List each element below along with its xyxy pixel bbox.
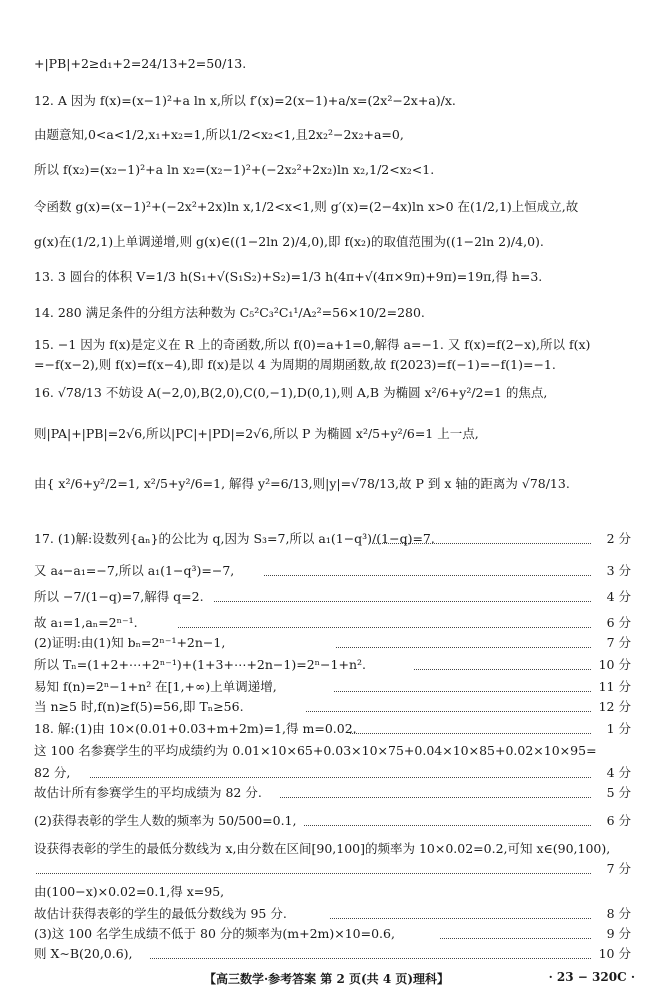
leader-dots (264, 575, 591, 576)
leader-dots (306, 711, 591, 712)
answer-line: 故 a₁=1,aₙ=2ⁿ⁻¹. (34, 615, 138, 630)
answer-line: (3)这 100 名学生成绩不低于 80 分的频率为(m+2m)×10=0.6, (34, 926, 395, 941)
answer-line: 则 X∼B(20,0.6), (34, 946, 133, 961)
answer-line: (2)获得表彰的学生人数的频率为 50/500=0.1, (34, 813, 297, 828)
score-label: 10 分 (598, 946, 631, 961)
answer-line: 由题意知,0<a<1/2,x₁+x₂=1,所以1/2<x₂<1,且2x₂²−2x₂+a=0, (34, 127, 404, 142)
leader-dots (304, 825, 591, 826)
answer-line: 82 分, (34, 765, 71, 780)
answer-line: 所以 −7/(1−q)=7,解得 q=2. (34, 589, 204, 604)
leader-dots (280, 797, 591, 798)
answer-line: 15. −1 因为 f(x)是定义在 R 上的奇函数,所以 f(0)=a+1=0,解得 a=−1. 又 f(x)=f(2−x),所以 f(x) (34, 337, 591, 352)
answer-line: 由(100−x)×0.02=0.1,得 x=95, (34, 884, 225, 899)
answer-line: +|PB|+2≥d₁+2=24/13+2=50/13. (34, 56, 247, 71)
answer-line: 易知 f(n)=2ⁿ−1+n² 在[1,+∞)上单调递增, (34, 679, 277, 694)
leader-dots (334, 691, 591, 692)
score-label: 7 分 (606, 635, 631, 650)
leader-dots (178, 627, 591, 628)
leader-dots (372, 543, 591, 544)
score-label: 1 分 (606, 721, 631, 736)
answer-line: 16. √78/13 不妨设 A(−2,0),B(2,0),C(0,−1),D(0,1),则 A,B 为椭圆 x²/6+y²/2=1 的焦点, (34, 385, 548, 400)
leader-dots (414, 669, 591, 670)
score-label: 7 分 (606, 861, 631, 876)
page-footer: 【高三数学·参考答案 第 2 页(共 4 页)理科】 (203, 972, 450, 986)
score-label: 4 分 (606, 765, 631, 780)
leader-dots (350, 733, 591, 734)
exam-code: · 23 − 320C · (548, 970, 635, 984)
leader-dots (336, 647, 591, 648)
answer-line: 所以 f(x₂)=(x₂−1)²+a ln x₂=(x₂−1)²+(−2x₂²+2x₂)ln x₂,1/2<x₂<1. (34, 162, 435, 177)
leader-dots (440, 938, 591, 939)
score-label: 12 分 (598, 699, 631, 714)
answer-line: 17. (1)解:设数列{aₙ}的公比为 q,因为 S₃=7,所以 a₁(1−q³)/(1−q)=7. (34, 531, 435, 546)
answer-line: 设获得表彰的学生的最低分数线为 x,由分数在区间[90,100]的频率为 10×0.02=0.2,可知 x∈(90,100), (34, 841, 611, 856)
leader-dots (150, 958, 591, 959)
answer-line: 所以 Tₙ=(1+2+⋯+2ⁿ⁻¹)+(1+3+⋯+2n−1)=2ⁿ−1+n². (34, 657, 366, 672)
score-label: 10 分 (598, 657, 631, 672)
answer-line: 12. A 因为 f(x)=(x−1)²+a ln x,所以 f′(x)=2(x−1)+a/x=(2x²−2x+a)/x. (34, 93, 456, 108)
score-label: 8 分 (606, 906, 631, 921)
answer-line: 故估计获得表彰的学生的最低分数线为 95 分. (34, 906, 287, 921)
score-label: 3 分 (606, 563, 631, 578)
answer-line: 这 100 名参赛学生的平均成绩约为 0.01×10×65+0.03×10×75+0.04×10×85+0.02×10×95= (34, 743, 597, 758)
score-label: 4 分 (606, 589, 631, 604)
leader-dots (36, 873, 591, 874)
score-label: 11 分 (598, 679, 631, 694)
leader-dots (90, 777, 591, 778)
answer-line: 则|PA|+|PB|=2√6,所以|PC|+|PD|=2√6,所以 P 为椭圆 x²/5+y²/6=1 上一点, (34, 426, 479, 441)
score-label: 5 分 (606, 785, 631, 800)
leader-dots (214, 601, 591, 602)
score-label: 6 分 (606, 813, 631, 828)
answer-line: 18. 解:(1)由 10×(0.01+0.03+m+2m)=1,得 m=0.02. (34, 721, 357, 736)
answer-line: (2)证明:由(1)知 bₙ=2ⁿ⁻¹+2n−1, (34, 635, 226, 650)
answer-line: 14. 280 满足条件的分组方法种数为 C₅²C₃²C₁¹/A₂²=56×10/2=280. (34, 305, 425, 320)
answer-line: 由{ x²/6+y²/2=1, x²/5+y²/6=1, 解得 y²=6/13,则|y|=√78/13,故 P 到 x 轴的距离为 √78/13. (34, 476, 570, 491)
answer-line: 当 n≥5 时,f(n)≥f(5)=56,即 Tₙ≥56. (34, 699, 244, 714)
answer-line: 故估计所有参赛学生的平均成绩为 82 分. (34, 785, 262, 800)
score-label: 2 分 (606, 531, 631, 546)
answer-line: 又 a₄−a₁=−7,所以 a₁(1−q³)=−7, (34, 563, 235, 578)
answer-line: 令函数 g(x)=(x−1)²+(−2x²+2x)ln x,1/2<x<1,则 g′(x)=(2−4x)ln x>0 在(1/2,1)上恒成立,故 (34, 199, 579, 214)
answer-line: 13. 3 圆台的体积 V=1/3 h(S₁+√(S₁S₂)+S₂)=1/3 h(4π+√(4π×9π)+9π)=19π,得 h=3. (34, 269, 543, 284)
answer-line: g(x)在(1/2,1)上单调递增,则 g(x)∈((1−2ln 2)/4,0),即 f(x₂)的取值范围为((1−2ln 2)/4,0). (34, 234, 544, 249)
score-label: 9 分 (606, 926, 631, 941)
answer-line: =−f(x−2),则 f(x)=f(x−4),即 f(x)是以 4 为周期的周期函数,故 f(2023)=f(−1)=−f(1)=−1. (34, 357, 556, 372)
score-label: 6 分 (606, 615, 631, 630)
leader-dots (330, 918, 591, 919)
